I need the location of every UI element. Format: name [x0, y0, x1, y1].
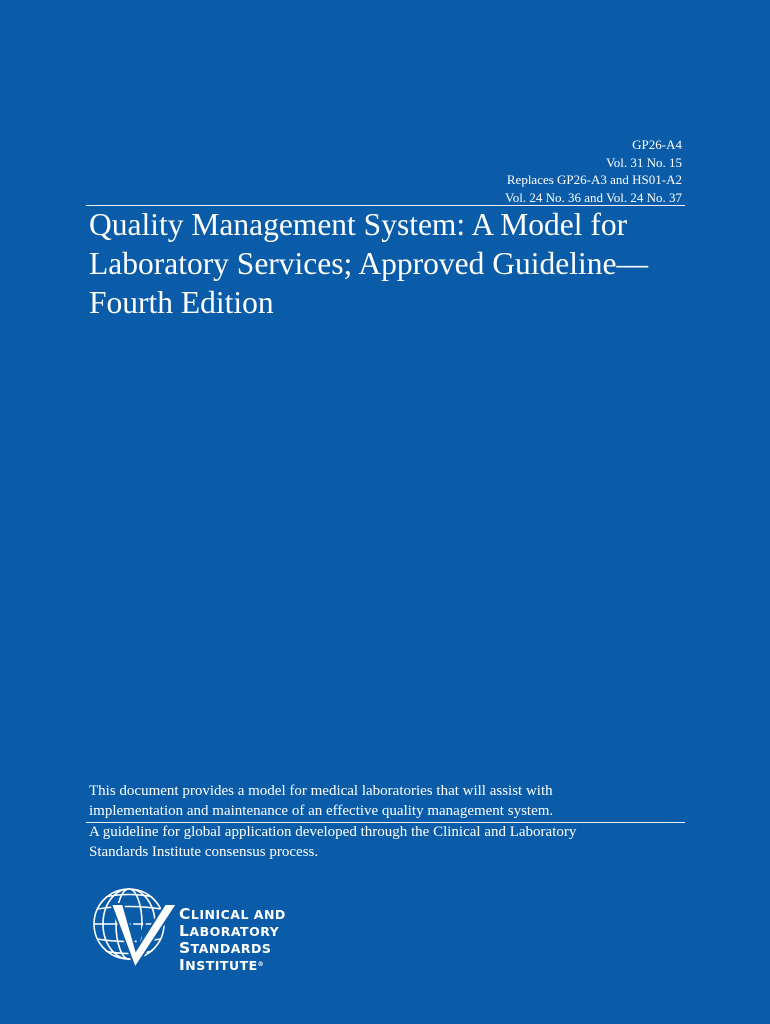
- logo-wordmark: [179, 906, 286, 974]
- replaced-volumes: Vol. 24 No. 36 and Vol. 24 No. 37: [505, 189, 682, 205]
- document-meta: [262, 136, 682, 206]
- logo-line-3: STANDARDS: [179, 939, 272, 957]
- trademark-symbol: ®: [257, 961, 264, 968]
- globe-check-icon: [89, 882, 181, 976]
- consensus-paragraph: [89, 823, 689, 862]
- summary-line-1: This document provides a model for medical laboratories that will assist with: [89, 783, 553, 799]
- logo-line-1: CLINICAL AND: [179, 905, 286, 923]
- title-line-1: Quality Management System: A Model for: [89, 207, 628, 242]
- divider-middle: [86, 822, 685, 823]
- clsi-logo: [89, 882, 329, 976]
- title-line-2: Laboratory Services; Approved Guideline—: [89, 246, 648, 281]
- document-title: [89, 205, 709, 322]
- summary-paragraph: [89, 782, 689, 821]
- title-line-3: Fourth Edition: [89, 285, 274, 320]
- replaces-note: Replaces GP26-A3 and HS01-A2: [506, 172, 682, 187]
- consensus-line-2: Standards Institute consensus process.: [89, 843, 319, 860]
- summary-line-2: implementation and maintenance of an effective quality management system.: [89, 802, 554, 819]
- logo-line-2: LABORATORY: [179, 922, 280, 940]
- consensus-line-1: A guideline for global application developed through the Clinical and Laboratory: [89, 824, 577, 840]
- document-code: GP26-A4: [632, 137, 682, 152]
- volume-number: Vol. 31 No. 15: [606, 154, 682, 170]
- logo-line-4: INSTITUTE®: [179, 956, 264, 974]
